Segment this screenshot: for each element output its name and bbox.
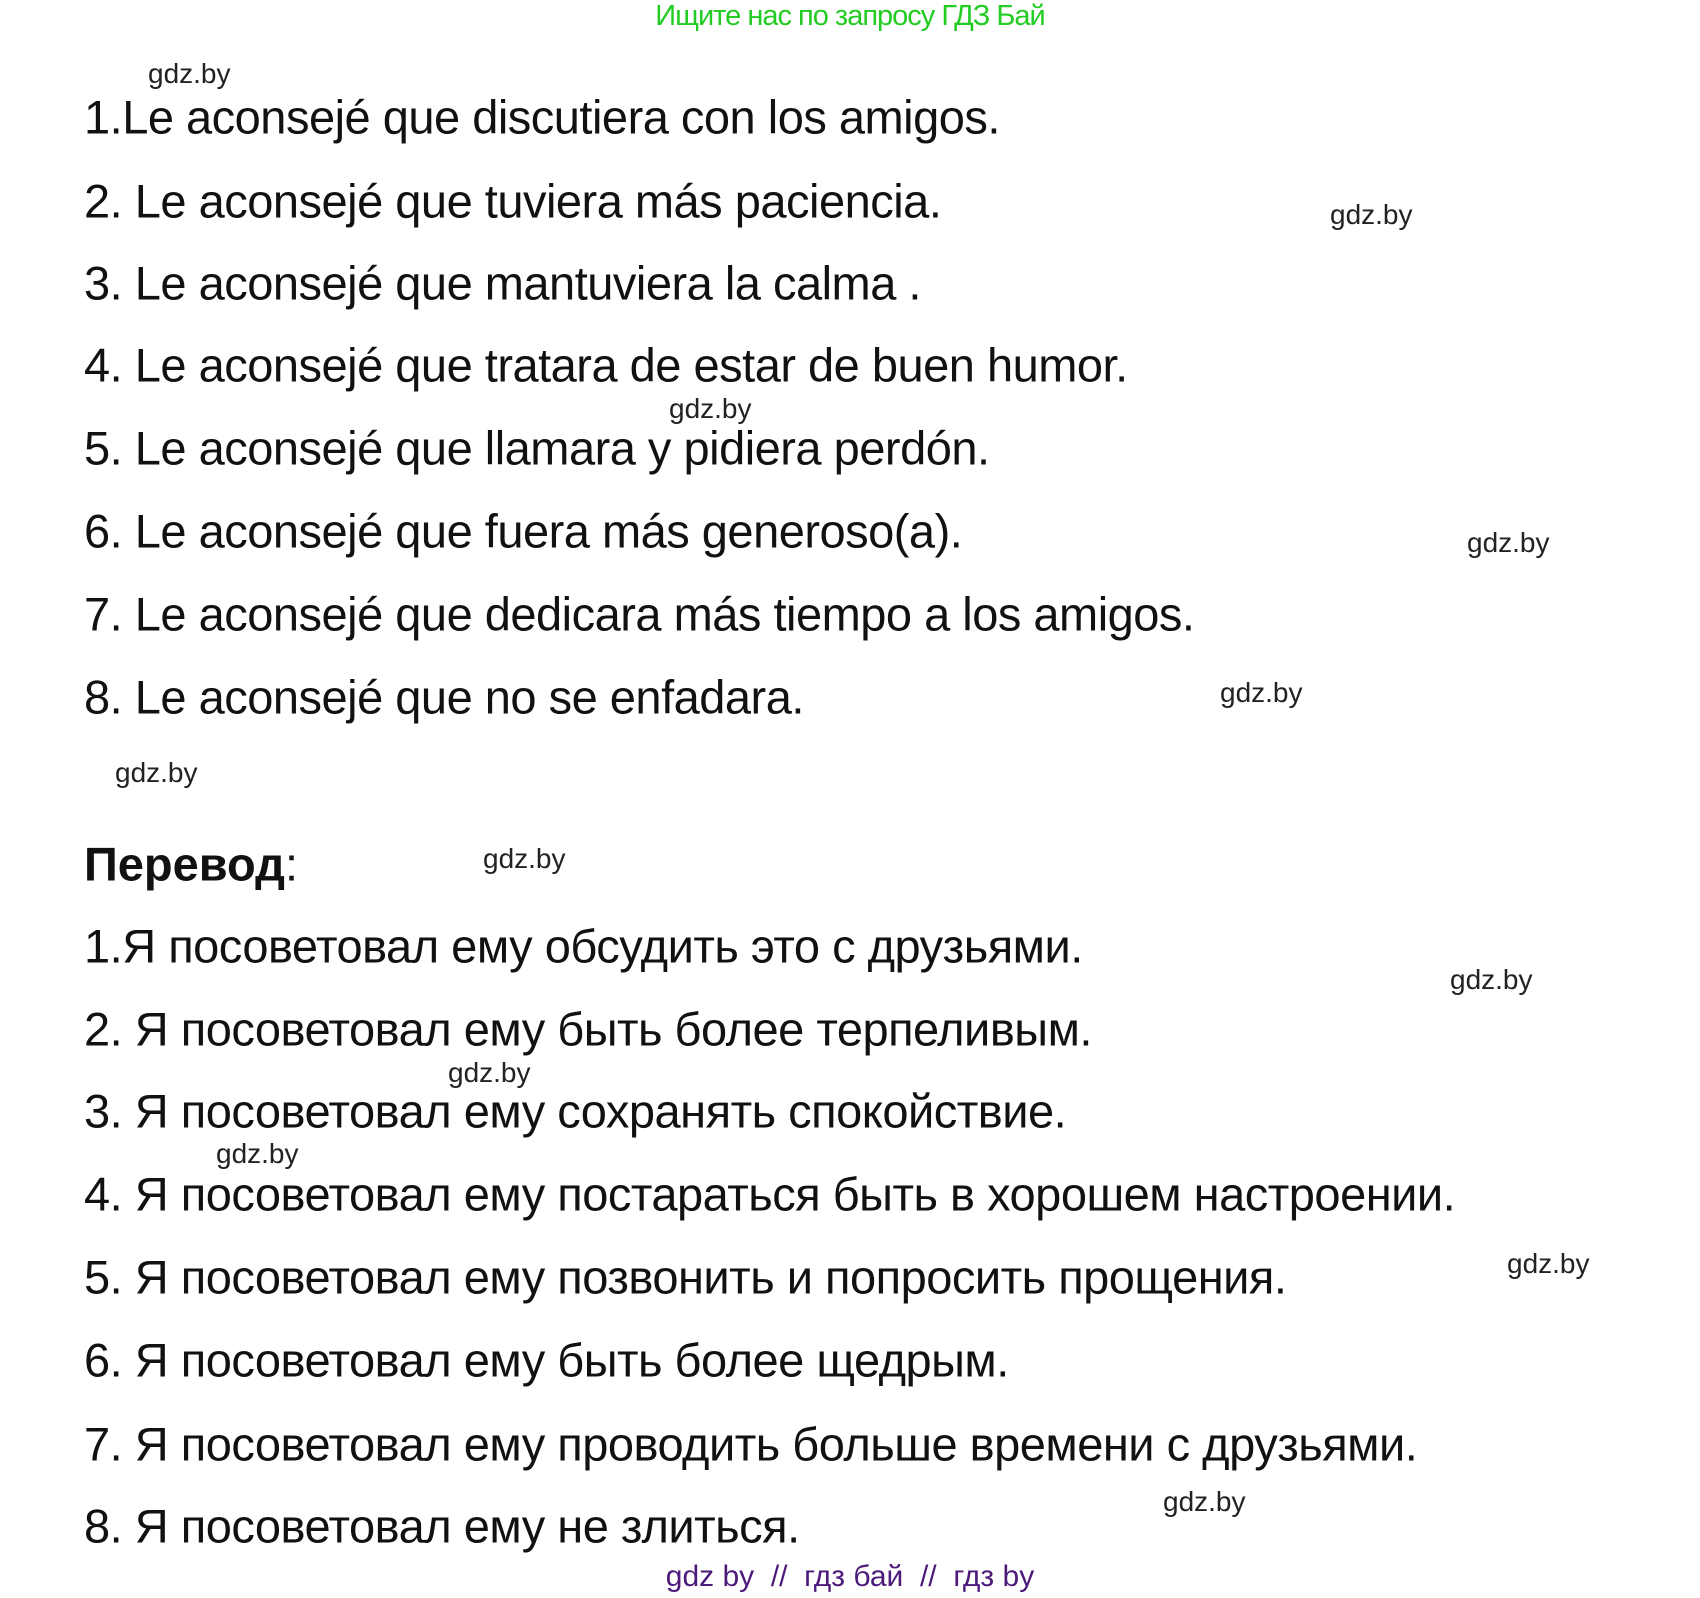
top-banner: Ищите нас по запросу ГДЗ Бай: [655, 0, 1045, 32]
russian-line-4: 4. Я посоветовал ему постараться быть в хорошем настроении.: [84, 1167, 1456, 1221]
russian-line-8: 8. Я посоветовал ему не злиться.: [84, 1499, 800, 1553]
russian-line-7: 7. Я посоветовал ему проводить больше времени с друзьями.: [84, 1417, 1418, 1471]
translation-heading-colon: :: [284, 837, 299, 891]
footer-links: gdz by // гдз бай // гдз by: [665, 1560, 1035, 1593]
spanish-line-5: 5. Le aconsejé que llamara y pidiera perdón.: [84, 421, 990, 475]
watermark: gdz.by: [1220, 677, 1303, 708]
russian-line-2: 2. Я посоветовал ему быть более терпеливым.: [84, 1002, 1092, 1056]
watermark: gdz.by: [1507, 1248, 1590, 1279]
watermark: gdz.by: [1467, 527, 1550, 558]
watermark: gdz.by: [115, 757, 198, 788]
watermark: gdz.by: [483, 843, 566, 874]
watermark: gdz.by: [216, 1138, 299, 1169]
spanish-line-2: 2. Le aconsejé que tuviera más paciencia.: [84, 174, 942, 228]
spanish-line-4: 4. Le aconsejé que tratara de estar de buen humor.: [84, 338, 1128, 392]
translation-heading-text: Перевод: [84, 837, 285, 891]
russian-line-3: 3. Я посоветовал ему сохранять спокойствие.: [84, 1084, 1067, 1138]
watermark: gdz.by: [1163, 1486, 1246, 1517]
spanish-line-1: 1.Le aconsejé que discutiera con los amigos.: [84, 90, 1000, 144]
russian-line-1: 1.Я посоветовал ему обсудить это с друзьями.: [84, 919, 1083, 973]
translation-heading: [84, 837, 298, 892]
spanish-line-7: 7. Le aconsejé que dedicara más tiempo a los amigos.: [84, 587, 1195, 641]
watermark: gdz.by: [1450, 964, 1533, 995]
spanish-line-6: 6. Le aconsejé que fuera más generoso(a).: [84, 504, 963, 558]
watermark: gdz.by: [448, 1057, 531, 1088]
russian-line-5: 5. Я посоветовал ему позвонить и попросить прощения.: [84, 1250, 1287, 1304]
spanish-line-8: 8. Le aconsejé que no se enfadara.: [84, 670, 804, 724]
spanish-line-3: 3. Le aconsejé que mantuviera la calma .: [84, 256, 921, 310]
watermark: gdz.by: [148, 58, 231, 89]
russian-line-6: 6. Я посоветовал ему быть более щедрым.: [84, 1333, 1009, 1387]
watermark: gdz.by: [669, 393, 752, 424]
watermark: gdz.by: [1330, 199, 1413, 230]
